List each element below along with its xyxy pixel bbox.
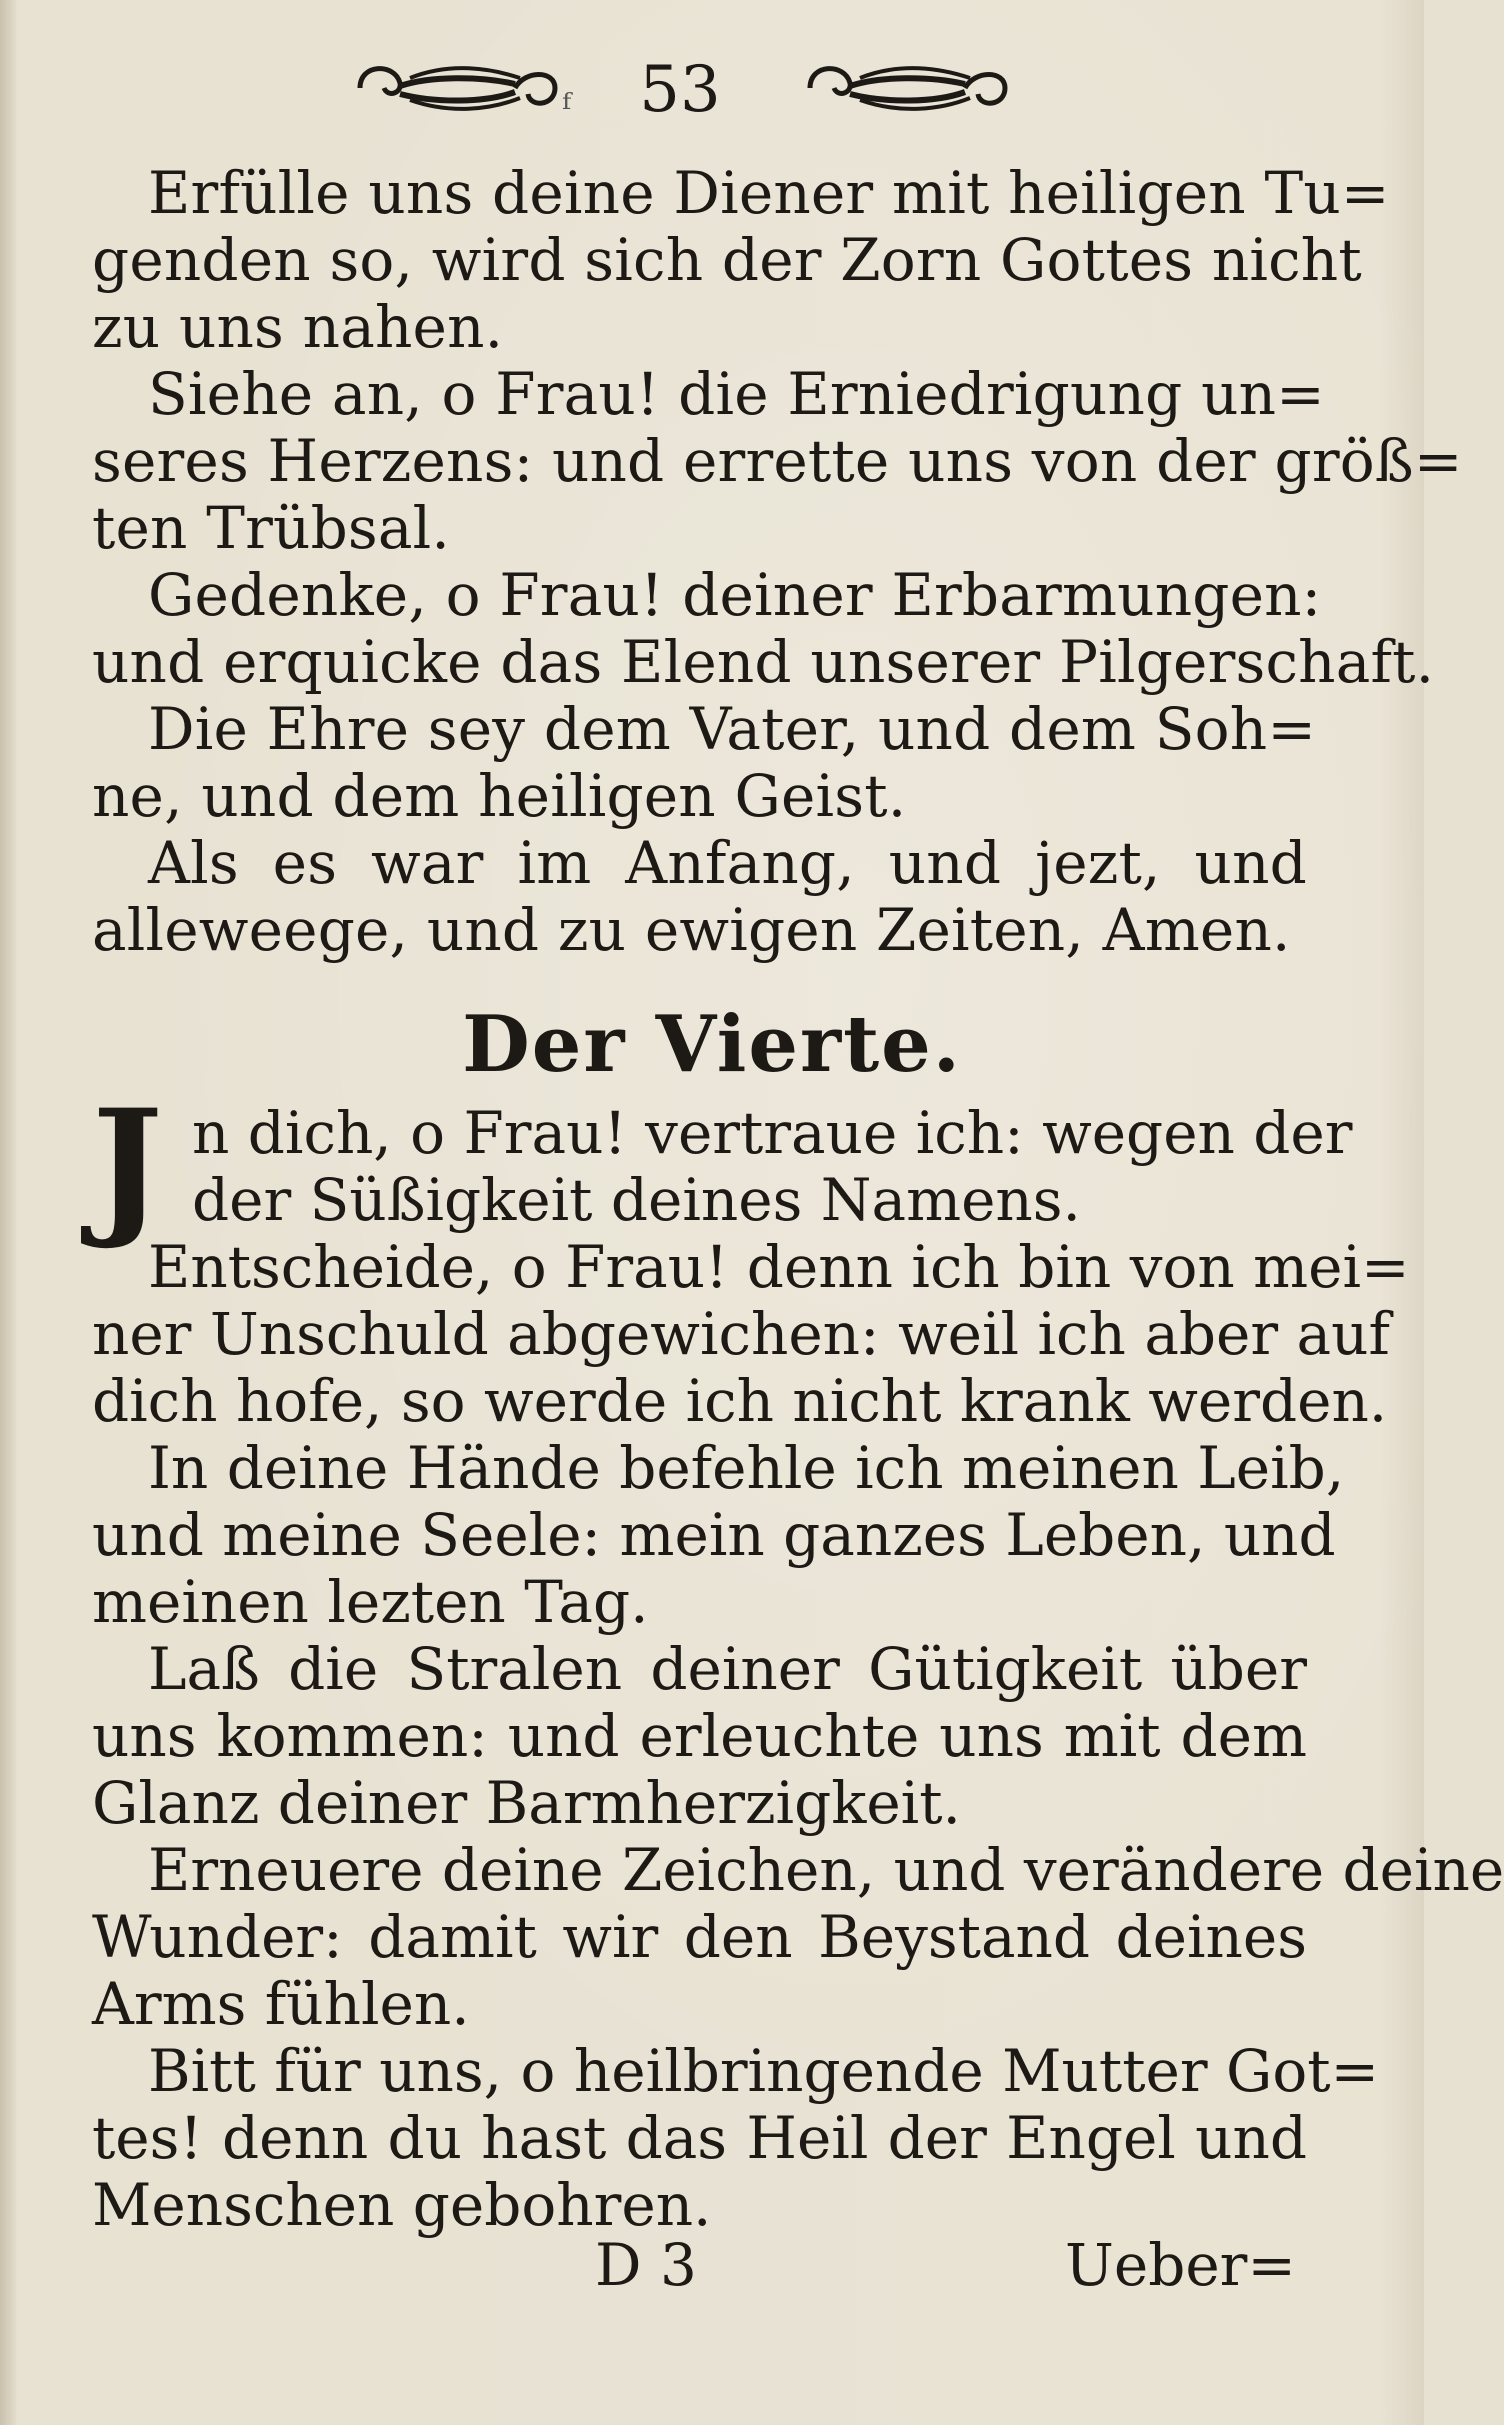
- text-line: Die Ehre sey dem Vater, und dem Soh=: [148, 695, 1317, 763]
- text-line: In deine Hände befehle ich meinen Leib,: [148, 1434, 1345, 1502]
- text-line: Siehe an, o Frau! die Erniedrigung un=: [148, 360, 1325, 428]
- text-line: tes! denn du hast das Heil der Engel und: [92, 2104, 1307, 2172]
- catchword: Ueber=: [1065, 2231, 1296, 2299]
- paragraph: [92, 830, 1307, 964]
- text-line: uns kommen: und erleuchte uns mit dem: [92, 1702, 1307, 1770]
- page-number: 53: [639, 53, 721, 127]
- printer-mark: ᶠ: [562, 86, 571, 132]
- body-text-lower: [92, 1233, 1504, 2239]
- section-heading: Der Vierte.: [462, 999, 962, 1090]
- text-line: und meine Seele: mein ganzes Leben, und: [92, 1501, 1336, 1569]
- text-line: Als es war im Anfang, und jezt, und: [148, 829, 1307, 897]
- text-line: ner Unschuld abgewichen: weil ich aber auf: [92, 1300, 1390, 1368]
- left-ornament-icon: [340, 48, 570, 128]
- text-line: zu uns nahen.: [92, 293, 504, 361]
- text-line: dich hofe, so werde ich nicht krank werden.: [92, 1367, 1388, 1435]
- text-line: Glanz deiner Barmherzigkeit.: [92, 1769, 961, 1837]
- text-line: Arms fühlen.: [92, 1970, 470, 2038]
- page-footer: [0, 2225, 1424, 2305]
- text-line: Bitt für uns, o heilbringende Mutter Got=: [148, 2037, 1380, 2105]
- paragraph: [92, 561, 1435, 696]
- paragraph: [92, 1636, 1307, 1837]
- paragraph: [92, 1434, 1345, 1636]
- paragraph: [92, 1233, 1410, 1435]
- text-line: der Süßigkeit deines Namens.: [192, 1166, 1081, 1234]
- text-line: n dich, o Frau! vertraue ich: wegen der: [192, 1099, 1353, 1167]
- paragraph: [92, 159, 1390, 361]
- dropcap-initial: J: [92, 1077, 163, 1253]
- text-line: alleweege, und zu ewigen Zeiten, Amen.: [92, 896, 1291, 964]
- body-text-upper: [92, 159, 1463, 964]
- text-line: Wunder: damit wir den Beystand deines: [92, 1903, 1307, 1971]
- text-line: Erneuere deine Zeichen, und verändere deine: [148, 1836, 1504, 1904]
- paragraph: [92, 1836, 1504, 2038]
- paragraph: [92, 2037, 1380, 2239]
- text-line: Gedenke, o Frau! deiner Erbarmungen:: [148, 561, 1322, 629]
- signature-mark: D 3: [595, 2231, 697, 2299]
- right-ornament-icon: [790, 48, 1020, 128]
- text-line: Entscheide, o Frau! denn ich bin von mei=: [148, 1233, 1410, 1301]
- page-gutter-edge: [0, 0, 16, 2425]
- text-line: seres Herzens: und errette uns von der größ=: [92, 427, 1463, 495]
- paragraph: [92, 695, 1317, 830]
- text-line: ne, und dem heiligen Geist.: [92, 762, 907, 830]
- page-header: [340, 40, 1020, 140]
- paragraph: [92, 360, 1463, 562]
- text-line: Laß die Stralen deiner Gütigkeit über: [148, 1635, 1307, 1703]
- text-line: und erquicke das Elend unserer Pilgerschaft.: [92, 628, 1435, 696]
- text-line: Erfülle uns deine Diener mit heiligen Tu=: [148, 159, 1390, 227]
- dropcap-paragraph: [92, 1077, 1353, 1253]
- text-line: Menschen gebohren.: [92, 2171, 712, 2239]
- text-line: genden so, wird sich der Zorn Gottes nicht: [92, 226, 1362, 294]
- text-line: meinen lezten Tag.: [92, 1568, 649, 1636]
- text-line: ten Trübsal.: [92, 494, 451, 562]
